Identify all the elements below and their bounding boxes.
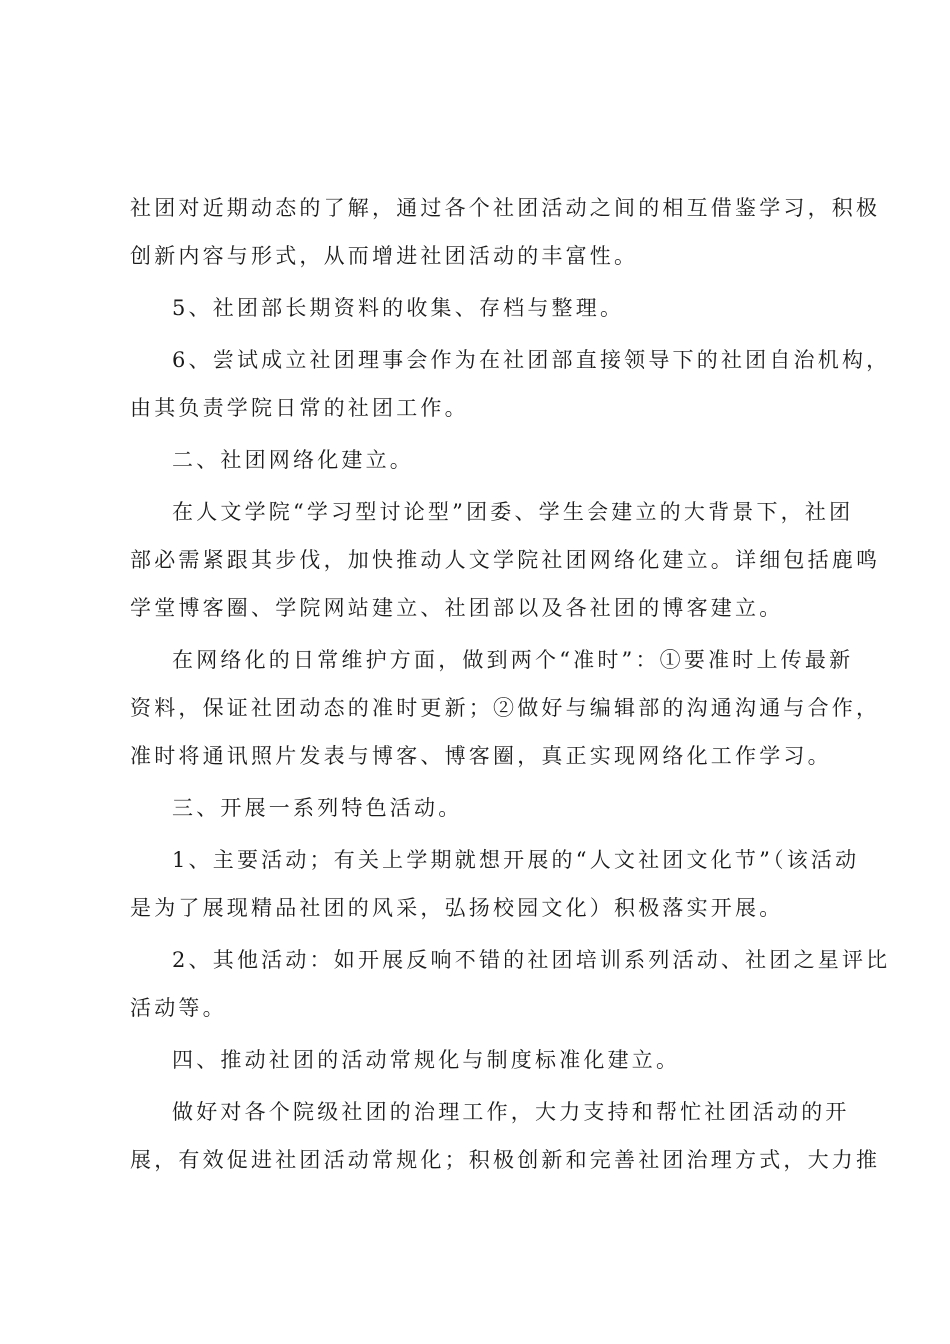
text-line: 在网络化的日常维护方面，做到两个“准时”：①要准时上传最新 <box>172 648 854 672</box>
text-line: 在人文学院“学习型讨论型”团委、学生会建立的大背景下，社团 <box>172 500 854 524</box>
text-line: 学堂博客圈、学院网站建立、社团部以及各社团的博客建立。 <box>130 596 784 620</box>
text-line: 资料，保证社团动态的准时更新；②做好与编辑部的沟通沟通与合作， <box>130 696 881 720</box>
text-line: 四、推动社团的活动常规化与制度标准化建立。 <box>172 1048 681 1072</box>
text-line: 三、开展一系列特色活动。 <box>172 796 463 820</box>
text-line: 准时将通讯照片发表与博客、博客圈，真正实现网络化工作学习。 <box>130 744 832 768</box>
text-line: 6、尝试成立社团理事会作为在社团部直接领导下的社团自治机构， <box>172 348 891 372</box>
text-line: 做好对各个院级社团的治理工作，大力支持和帮忙社团活动的开 <box>172 1100 850 1124</box>
text-line: 1、主要活动；有关上学期就想开展的“人文社团文化节”（该活动 <box>172 848 860 872</box>
document-body <box>130 184 891 1184</box>
text-line: 是为了展现精品社团的风采，弘扬校园文化）积极落实开展。 <box>130 896 784 920</box>
text-line: 展，有效促进社团活动常规化；积极创新和完善社团治理方式，大力推 <box>130 1148 881 1172</box>
text-line: 活动等。 <box>130 996 227 1020</box>
text-line: 创新内容与形式，从而增进社团活动的丰富性。 <box>130 244 639 268</box>
text-line: 由其负责学院日常的社团工作。 <box>130 396 469 420</box>
text-line: 5、社团部长期资料的收集、存档与整理。 <box>172 296 625 320</box>
text-line: 2、其他活动：如开展反响不错的社团培训系列活动、社团之星评比 <box>172 948 891 972</box>
text-line: 部必需紧跟其步伐，加快推动人文学院社团网络化建立。详细包括鹿鸣 <box>130 548 881 572</box>
text-line: 二、社团网络化建立。 <box>172 448 414 472</box>
text-line: 社团对近期动态的了解，通过各个社团活动之间的相互借鉴学习，积极 <box>130 196 881 220</box>
